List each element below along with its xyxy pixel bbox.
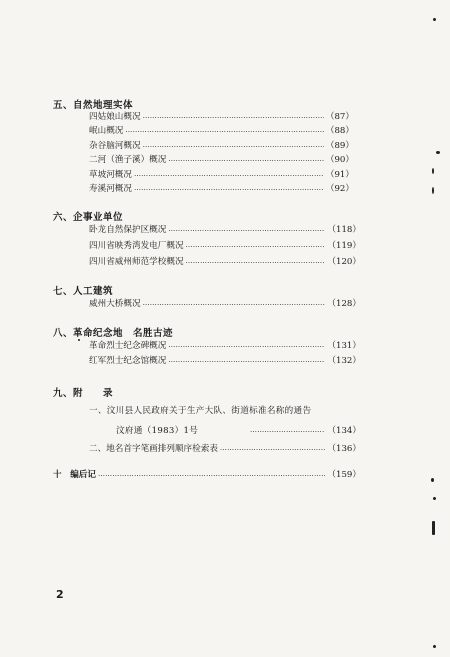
scan-speck — [432, 168, 434, 174]
scan-speck — [433, 645, 436, 648]
section-title-5: 五、自然地理实体 — [53, 100, 134, 111]
toc-entry-page: （90） — [325, 155, 354, 165]
scan-speck — [433, 18, 436, 21]
toc-entry-label: 四川省威州师范学校概况 — [89, 257, 184, 267]
toc-entry[interactable] — [89, 239, 361, 251]
leader-dots — [98, 470, 325, 478]
toc-entry-label: 寿溪河概况 — [89, 184, 132, 194]
appendix-item-2[interactable] — [89, 442, 361, 454]
toc-entry-label: 二河（渔子溪）概况 — [89, 155, 167, 165]
appendix-item-1-line-2: 汶府通（1983）1号 — [116, 426, 199, 436]
leader-dots — [168, 356, 325, 364]
toc-entry-page: （87） — [325, 112, 354, 122]
leader-dots — [168, 225, 325, 233]
leader-dots — [134, 184, 324, 192]
toc-entry[interactable] — [89, 124, 354, 136]
toc-entry[interactable] — [89, 354, 361, 366]
page-number: 2 — [56, 588, 64, 601]
toc-entry-label: 红军烈士纪念馆概况 — [89, 356, 167, 366]
toc-entry-label: 威州大桥概况 — [89, 299, 141, 309]
toc-entry[interactable] — [89, 297, 361, 309]
leader-dots — [168, 341, 325, 349]
toc-entry-page: （92） — [325, 184, 354, 194]
scan-speck — [78, 339, 80, 341]
toc-entry[interactable] — [89, 168, 354, 180]
leader-dots — [143, 112, 324, 120]
toc-entry[interactable] — [89, 223, 361, 235]
toc-entry-label: 草坡河概况 — [89, 170, 132, 180]
toc-entry-label: 卧龙自然保护区概况 — [89, 225, 167, 235]
leader-dots — [250, 426, 325, 434]
toc-entry-label: 岷山概况 — [89, 126, 124, 136]
leader-dots — [125, 126, 323, 134]
toc-entry-page: （89） — [325, 141, 354, 151]
leader-dots — [143, 299, 326, 307]
toc-entry-page: （91） — [325, 170, 354, 180]
leader-dots — [186, 257, 326, 265]
afterword-label: 十 编后记 — [53, 470, 96, 480]
scan-speck — [432, 187, 434, 194]
toc-entry-label: 杂谷脑河概况 — [89, 141, 141, 151]
toc-entry[interactable] — [89, 339, 361, 351]
leader-dots — [143, 141, 324, 149]
toc-entry-label: 二、地名首字笔画排列顺序检索表 — [89, 444, 218, 454]
leader-dots — [168, 155, 324, 163]
toc-entry-page: （159） — [327, 470, 361, 480]
scan-speck — [431, 478, 434, 482]
scan-speck — [432, 521, 435, 535]
toc-entry[interactable] — [89, 182, 354, 194]
leader-dots — [220, 444, 325, 452]
toc-entry-label: 四姑娘山概况 — [89, 112, 141, 122]
appendix-item-1-page-line[interactable] — [250, 424, 361, 436]
toc-entry-label: 革命烈士纪念碑概况 — [89, 341, 167, 351]
toc-entry-page: （128） — [327, 299, 361, 309]
scan-speck — [433, 497, 436, 500]
toc-entry-page: （118） — [327, 225, 361, 235]
toc-entry-page: （136） — [327, 444, 361, 454]
section-title-7: 七、人工建筑 — [53, 286, 114, 297]
toc-entry-page: （120） — [327, 257, 361, 267]
toc-entry[interactable] — [89, 110, 354, 122]
toc-entry-label: 四川省映秀湾发电厂概况 — [89, 241, 184, 251]
afterword-entry[interactable] — [53, 468, 361, 480]
leader-dots — [186, 241, 326, 249]
leader-dots — [134, 170, 324, 178]
toc-entry[interactable] — [89, 139, 354, 151]
toc-entry-page: （88） — [325, 126, 354, 136]
section-title-9: 九、附 录 — [53, 388, 114, 399]
section-title-6: 六、企事业单位 — [53, 212, 124, 223]
scan-speck — [436, 151, 440, 154]
toc-entry-page: （134） — [327, 426, 361, 436]
toc-entry-page: （119） — [327, 241, 361, 251]
appendix-item-1-line-1: 一、汶川县人民政府关于生产大队、街道标准名称的通告 — [89, 406, 312, 416]
section-title-8: 八、革命纪念地 名胜古迹 — [53, 328, 174, 339]
toc-entry[interactable] — [89, 153, 354, 165]
toc-entry-page: （132） — [327, 356, 361, 366]
toc-entry-page: （131） — [327, 341, 361, 351]
toc-entry[interactable] — [89, 255, 361, 267]
